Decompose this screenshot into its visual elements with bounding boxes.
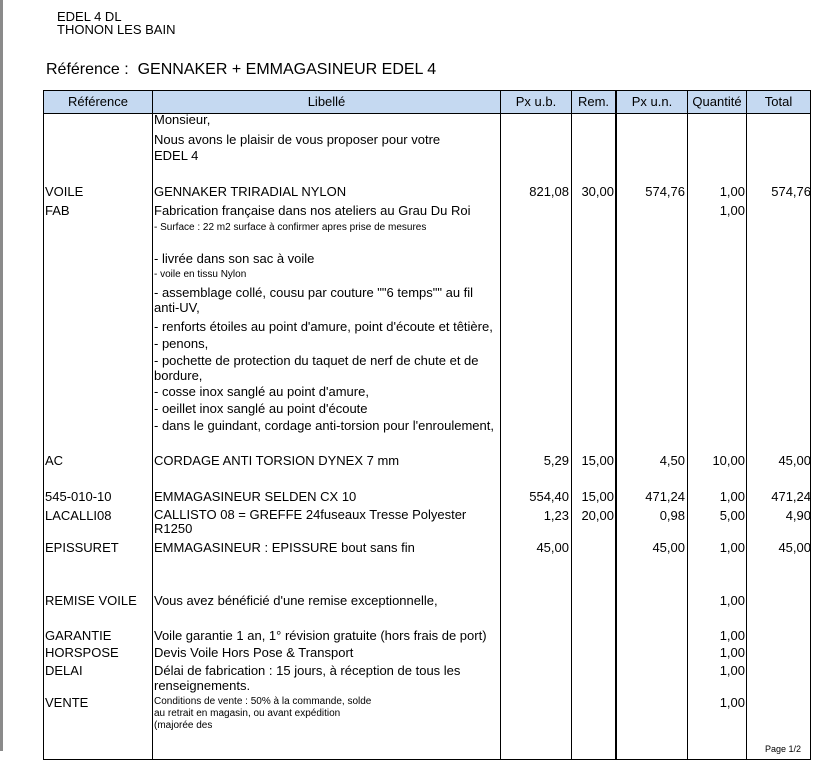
page-number: Page 1/2 <box>765 744 802 754</box>
row-ref: FAB <box>45 203 70 218</box>
reference-value: GENNAKER + EMMAGASINEUR EDEL 4 <box>137 61 437 78</box>
row-total: 45,00 <box>778 453 811 468</box>
row-libelle: Devis Voile Hors Pose & Transport <box>154 645 354 660</box>
row-total: 45,00 <box>778 540 811 555</box>
row-pxun: 471,24 <box>645 489 685 504</box>
row-rem: 15,00 <box>581 489 614 504</box>
row-rem: 20,00 <box>581 508 614 523</box>
row-pxun: 45,00 <box>652 540 685 555</box>
window-left-border <box>0 0 3 751</box>
row-pxub: 821,08 <box>529 184 569 199</box>
row-ref: VENTE <box>45 695 89 710</box>
row-ref: LACALLI08 <box>45 508 112 523</box>
row-libelle: Vous avez bénéficié d'une remise exceptionnelle, <box>154 593 438 608</box>
reference-label: Référence : <box>46 61 129 78</box>
row-qty: 1,00 <box>719 184 745 199</box>
detail-line: - voile en tissu Nylon <box>154 269 247 280</box>
header-reference: Référence <box>68 94 128 109</box>
address-line-1: EDEL 4 DL <box>57 9 122 24</box>
row-qty: 1,00 <box>719 663 745 678</box>
header-pxub: Px u.b. <box>515 94 557 109</box>
row-ref: GARANTIE <box>45 628 112 643</box>
reference-heading <box>46 61 436 79</box>
detail-line: - penons, <box>154 336 209 351</box>
row-qty: 1,00 <box>719 540 745 555</box>
row-libelle: GENNAKER TRIRADIAL NYLON <box>154 184 347 199</box>
detail-line: - renforts étoiles au point d'amure, point d'écoute et têtière, <box>154 319 493 334</box>
row-ref: AC <box>45 453 64 468</box>
row-libelle: CALLISTO 08 = GREFFE 24fuseaux Tresse Polyester R1250 <box>154 507 467 536</box>
row-libelle: EMMAGASINEUR : EPISSURE bout sans fin <box>154 540 415 555</box>
row-qty: 1,00 <box>719 695 745 710</box>
row-pxun: 0,98 <box>659 508 685 523</box>
header-pxun: Px u.n. <box>631 94 673 109</box>
row-ref: REMISE VOILE <box>45 593 137 608</box>
row-ref: HORSPOSE <box>45 645 119 660</box>
row-ref: DELAI <box>45 663 83 678</box>
row-qty: 10,00 <box>712 453 745 468</box>
row-libelle: Voile garantie 1 an, 1° révision gratuite (hors frais de port) <box>154 628 487 643</box>
row-libelle: EMMAGASINEUR SELDEN CX 10 <box>154 489 357 504</box>
detail-line: - cosse inox sanglé au point d'amure, <box>154 384 369 399</box>
row-qty: 5,00 <box>719 508 745 523</box>
quote-table <box>43 90 811 760</box>
header-libelle: Libellé <box>307 94 346 109</box>
row-qty: 1,00 <box>719 203 745 218</box>
row-pxun: 574,76 <box>645 184 685 199</box>
header-quantite: Quantité <box>692 94 742 109</box>
row-libelle: CORDAGE ANTI TORSION DYNEX 7 mm <box>154 453 400 468</box>
row-qty: 1,00 <box>719 489 745 504</box>
detail-line: - livrée dans son sac à voile <box>154 251 315 266</box>
detail-line: - oeillet inox sanglé au point d'écoute <box>154 401 368 416</box>
row-qty: 1,00 <box>719 628 745 643</box>
row-ref: VOILE <box>45 184 84 199</box>
row-qty: 1,00 <box>719 593 745 608</box>
header-total: Total <box>764 94 793 109</box>
intro-line: Nous avons le plaisir de vous proposer pour votre <box>154 132 441 147</box>
detail-line: - dans le guindant, cordage anti-torsion pour l'enroulement, <box>154 418 494 433</box>
row-rem: 15,00 <box>581 453 614 468</box>
detail-line: - pochette de protection du taquet de nerf de chute et de bordure, <box>154 353 479 383</box>
row-pxub: 1,23 <box>543 508 569 523</box>
row-libelle: Conditions de vente : 50% à la commande, solde au retrait en magasin, ou avant expédition (majorée des <box>154 696 372 731</box>
detail-line: - assemblage collé, cousu par couture ""6 temps"" au fil anti-UV, <box>154 285 474 315</box>
row-pxub: 554,40 <box>529 489 569 504</box>
row-pxub: 45,00 <box>536 540 569 555</box>
row-pxun: 4,50 <box>659 453 685 468</box>
row-total: 574,76 <box>771 184 811 199</box>
row-pxub: 5,29 <box>543 453 569 468</box>
detail-line: - Surface : 22 m2 surface à confirmer apres prise de mesures <box>154 222 427 233</box>
address-line-2: THONON LES BAIN <box>57 22 176 37</box>
row-total: 471,24 <box>771 489 811 504</box>
row-qty: 1,00 <box>719 645 745 660</box>
row-ref: 545-010-10 <box>45 489 112 504</box>
intro-line: EDEL 4 <box>154 148 199 163</box>
row-ref: EPISSURET <box>45 540 119 555</box>
row-libelle: Délai de fabrication : 15 jours, à réception de tous les renseignements. <box>154 663 461 693</box>
row-libelle: Fabrication française dans nos ateliers au Grau Du Roi <box>154 203 471 218</box>
column-divider <box>152 91 153 759</box>
row-total: 4,90 <box>785 508 811 523</box>
intro-greeting: Monsieur, <box>154 112 211 127</box>
header-rem: Rem. <box>577 94 610 109</box>
table-header <box>44 91 810 114</box>
row-rem: 30,00 <box>581 184 614 199</box>
